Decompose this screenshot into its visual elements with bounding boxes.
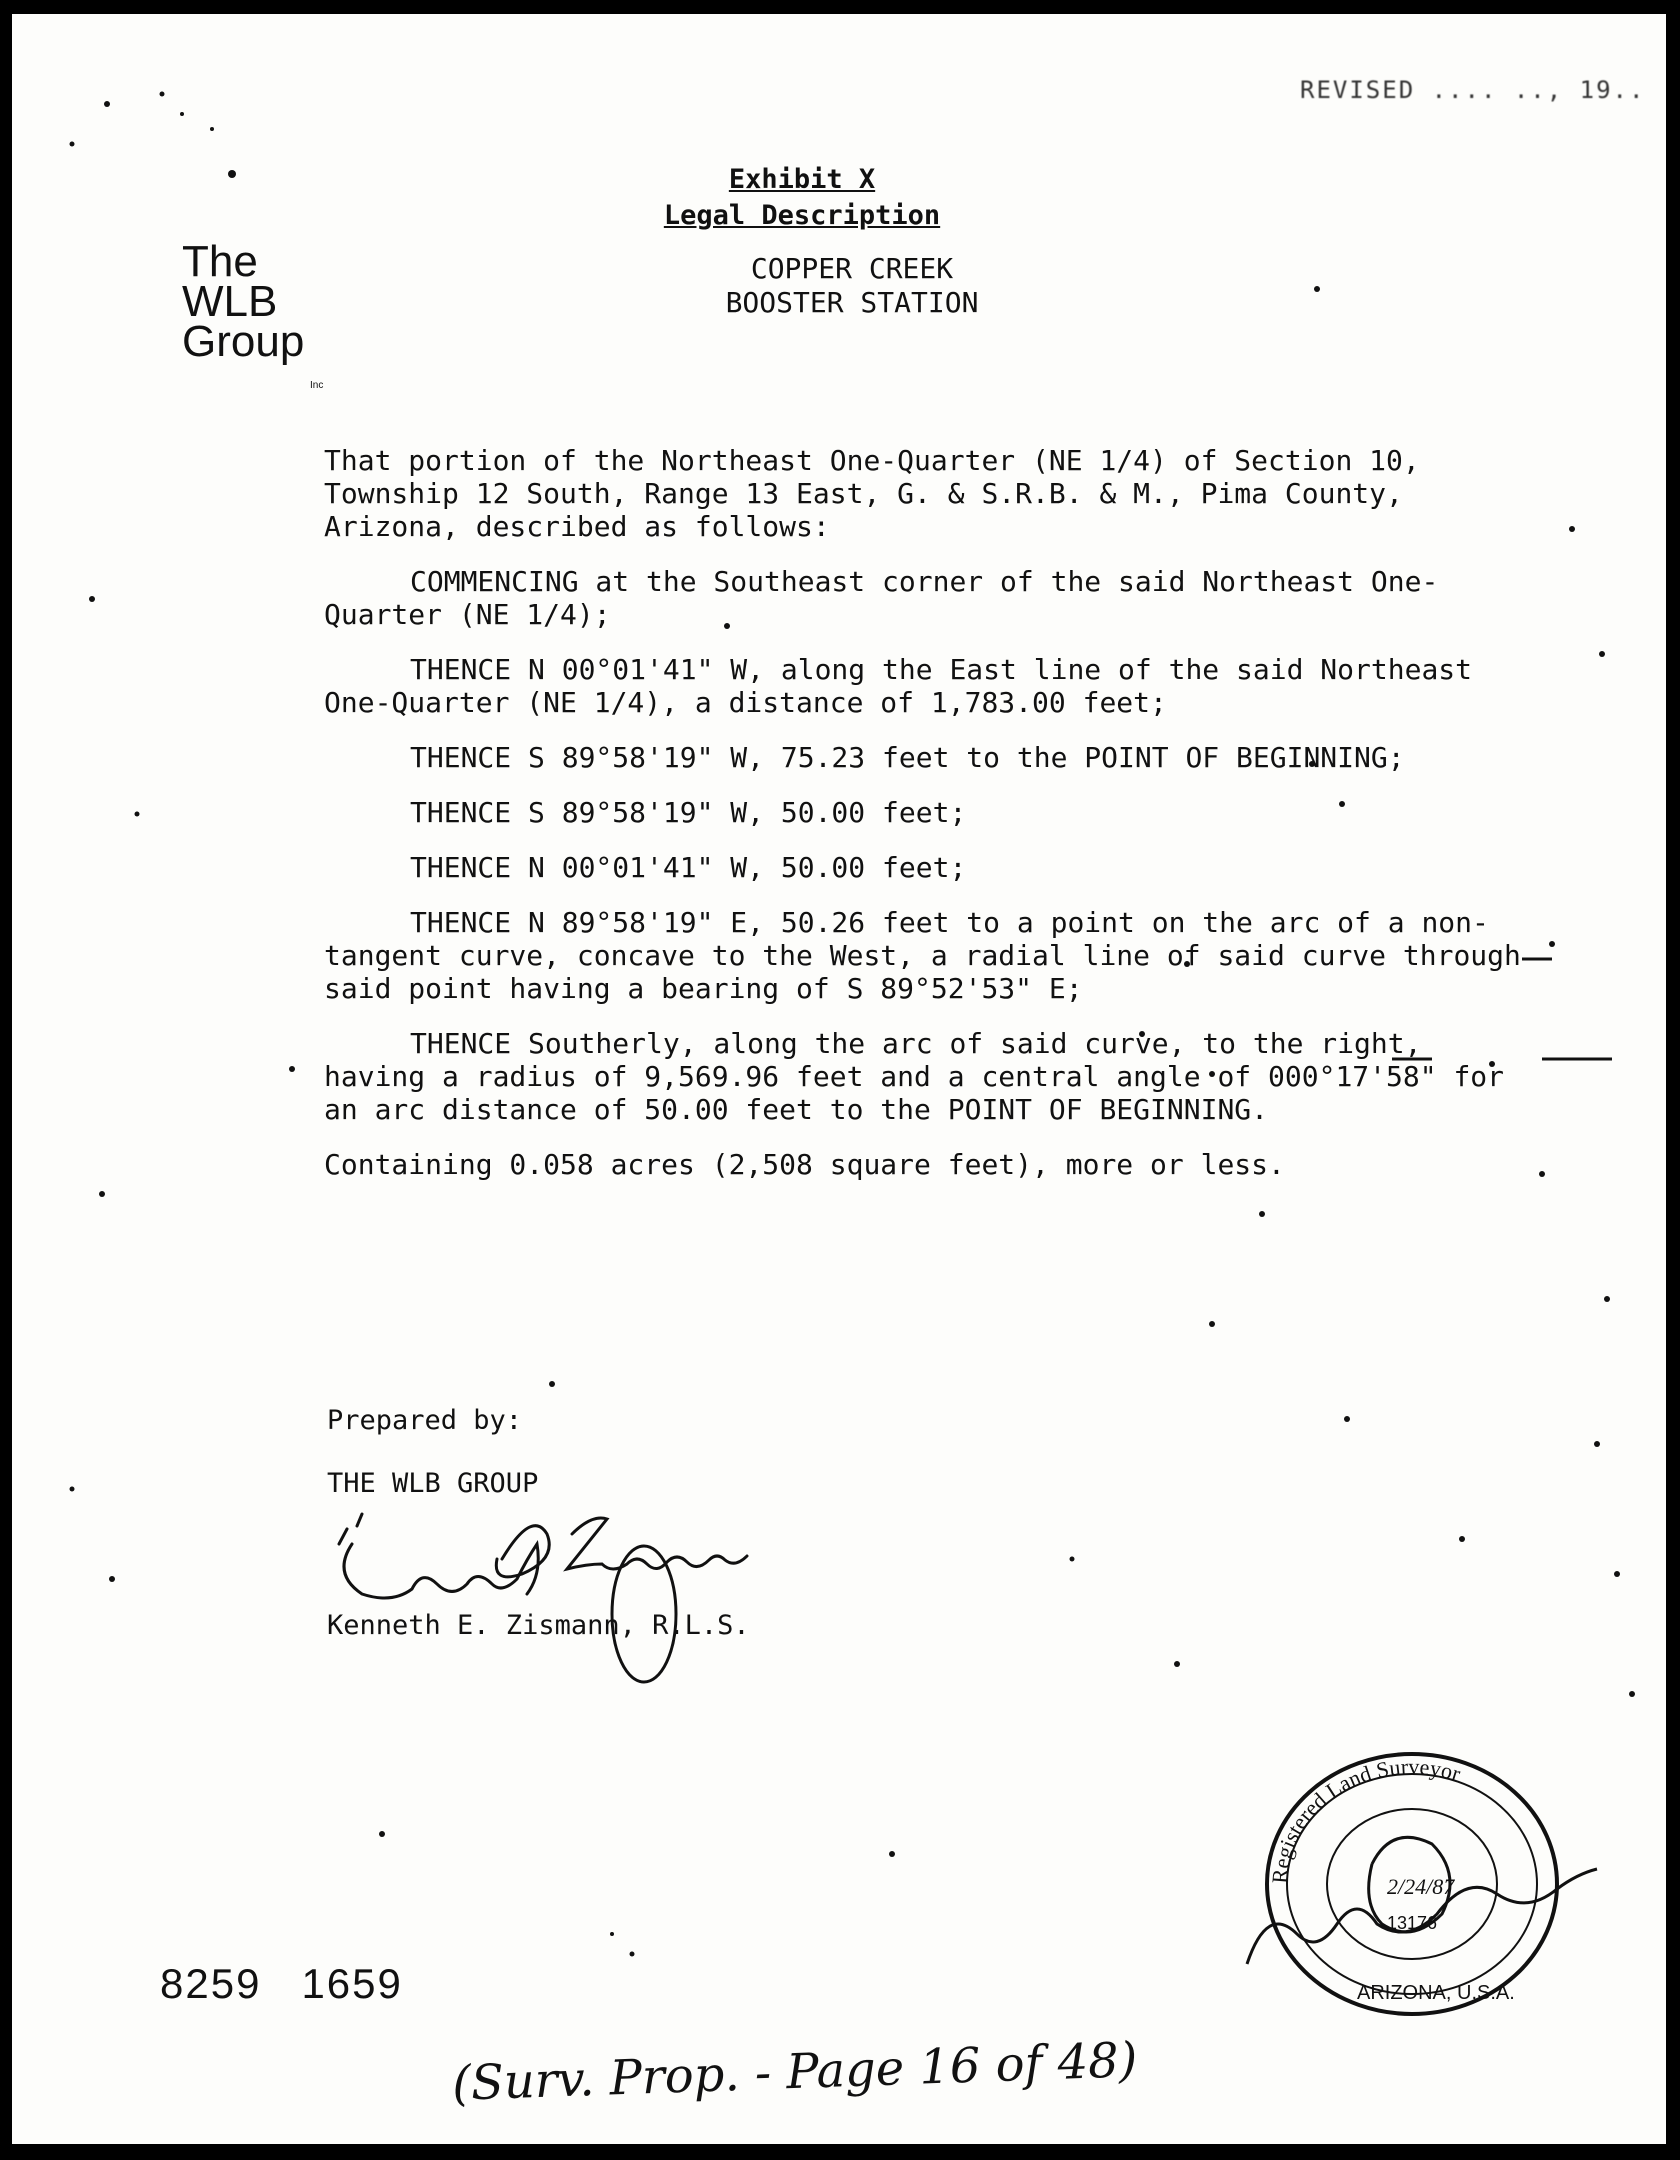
surveyor-seal — [1237, 1734, 1637, 2034]
area-paragraph: Containing 0.058 acres (2,508 square feet), more or less. — [324, 1148, 1285, 1181]
legal-description-body — [324, 444, 1524, 1203]
preparer-company: THE WLB GROUP — [327, 1468, 539, 1499]
document-number-part-b: 1659 — [301, 1960, 403, 2007]
logo-line-3: Group — [182, 317, 305, 366]
prepared-by-label: Prepared by: — [327, 1405, 523, 1436]
course-paragraph-2: THENCE S 89°58'19" W, 75.23 feet to the POINT OF BEGINNING; — [410, 741, 1405, 774]
commencing-paragraph: COMMENCING at the Southeast corner of the said Northeast One-Quarter (NE 1/4); — [324, 565, 1439, 631]
course-paragraph-5: THENCE N 89°58'19" E, 50.26 feet to a point on the arc of a non-tangent curve, concave to the West, a radial line of said curve through said point having a bearing of S 89°52'53" E; — [324, 906, 1521, 1005]
company-logo — [182, 237, 324, 391]
exhibit-title: Exhibit X — [728, 164, 876, 195]
project-line-1: COPPER CREEK — [750, 252, 954, 285]
seal-bottom-text: ARIZONA, U.S.A. — [1357, 1982, 1515, 2004]
seal-number: 13176 — [1387, 1913, 1438, 1933]
course-paragraph-6: THENCE Southerly, along the arc of said curve, to the right, having a radius of 9,569.96 feet and a central angle of 000°17'58" for an arc distance of 50.00 feet to the POINT OF BEGINNING. — [324, 1027, 1505, 1126]
seal-top-text: Registered Land Surveyor — [1266, 1753, 1464, 1885]
document-number-part-a: 8259 — [160, 1960, 262, 2007]
seal-date: 2/24/87 — [1387, 1874, 1455, 1899]
intro-paragraph: That portion of the Northeast One-Quarter (NE 1/4) of Section 10, Township 12 South, Range 13 East, G. & S.R.B. & M., Pima County, Arizona, described as follows: — [324, 444, 1420, 543]
handwritten-signature — [322, 1504, 842, 1684]
course-paragraph-1: THENCE N 00°01'41" W, along the East line of the said Northeast One-Quarter (NE 1/4), a distance of 1,783.00 feet; — [324, 653, 1473, 719]
exhibit-subtitle: Legal Description — [663, 200, 941, 231]
logo-suffix: Inc — [310, 380, 324, 391]
document-page — [12, 14, 1666, 2144]
logo-line-1: The — [182, 237, 258, 286]
course-paragraph-4: THENCE N 00°01'41" W, 50.00 feet; — [410, 851, 967, 884]
course-paragraph-3: THENCE S 89°58'19" W, 50.00 feet; — [410, 796, 967, 829]
revised-date-stamp: REVISED .... .., 19.. — [1300, 76, 1646, 104]
project-line-2: BOOSTER STATION — [725, 286, 979, 319]
signer-name: Kenneth E. Zismann, R.L.S. — [327, 1610, 750, 1641]
handwritten-page-note: (Surv. Prop. - Page 16 of 48) — [451, 2032, 1139, 2112]
project-name — [652, 252, 1052, 320]
document-number — [160, 1960, 443, 2008]
logo-line-2: WLB — [182, 277, 278, 326]
